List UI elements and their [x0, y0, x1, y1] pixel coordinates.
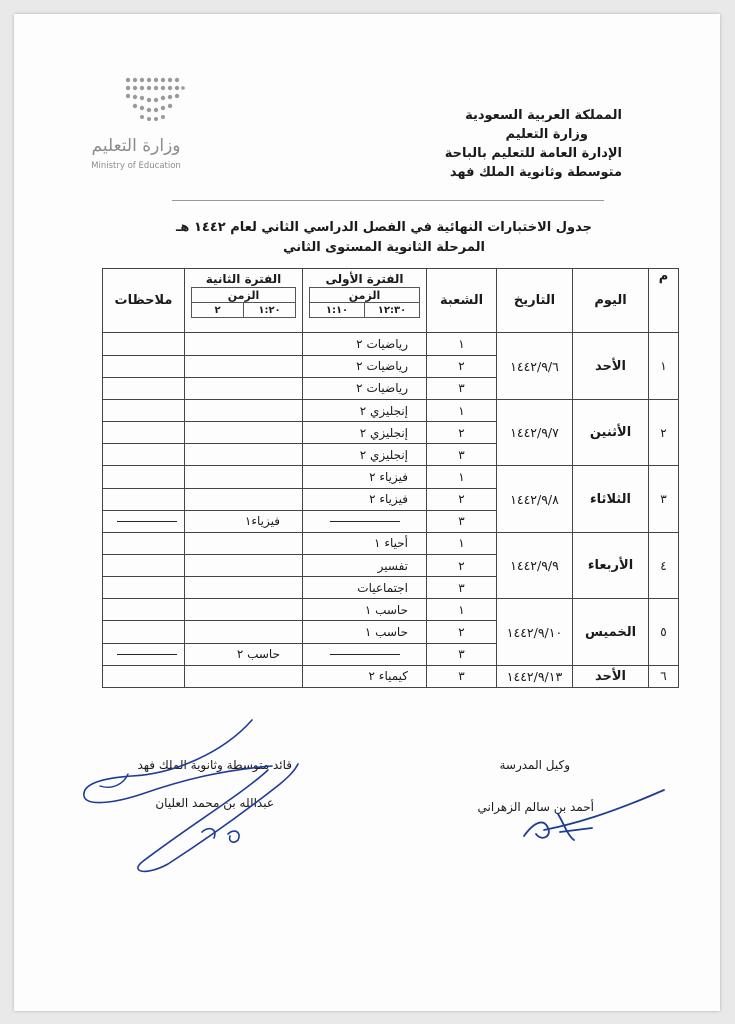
day-cell: الأربعاء [573, 532, 649, 598]
date-cell: ١٤٤٢/٩/٩ [497, 532, 573, 598]
period1-time-label: الزمن [310, 288, 420, 303]
period2-cell [185, 577, 303, 599]
period2-cell [185, 488, 303, 510]
notes-cell [103, 355, 185, 377]
principal-title: قائد متوسطة وثانوية الملك فهد [137, 758, 292, 772]
section-cell: ٣ [427, 665, 497, 687]
letterhead-country: المملكة العربية السعودية [465, 108, 622, 123]
period1-subject: إنجليزي ٢ [303, 399, 427, 421]
header-period1 [303, 269, 427, 333]
period1-title: الفترة الأولى [325, 272, 404, 286]
section-cell: ٢ [427, 621, 497, 643]
section-cell: ١ [427, 599, 497, 621]
vice-principal-name: أحمد بن سالم الزهراني [477, 800, 594, 814]
period2-time-table [191, 287, 296, 318]
period2-cell [185, 665, 303, 687]
day-cell: الأثنين [573, 399, 649, 465]
period2-cell [185, 599, 303, 621]
section-cell: ٢ [427, 555, 497, 577]
day-cell: الخميس [573, 599, 649, 665]
period1-subject: رياضيات ٢ [303, 333, 427, 355]
period2-cell [185, 333, 303, 355]
header-date: التاريخ [497, 269, 573, 333]
table-row [103, 599, 679, 621]
letterhead-school: متوسطة وثانوية الملك فهد [449, 165, 622, 180]
period2-cell [185, 555, 303, 577]
vice-principal-signature-icon [514, 784, 674, 854]
date-cell: ١٤٤٢/٩/٨ [497, 466, 573, 532]
day-cell: الثلاثاء [573, 466, 649, 532]
notes-cell [103, 377, 185, 399]
period1-time-table [309, 287, 420, 318]
vice-principal-title: وكيل المدرسة [499, 758, 570, 772]
header-period2 [185, 269, 303, 333]
period1-subject: إنجليزي ٢ [303, 422, 427, 444]
section-cell: ٢ [427, 422, 497, 444]
period1-subject: إنجليزي ٢ [303, 444, 427, 466]
period2-cell [185, 444, 303, 466]
section-cell: ٢ [427, 488, 497, 510]
row-number: ١ [649, 333, 679, 399]
period2-end-time: ٢ [192, 303, 244, 318]
date-cell: ١٤٤٢/٩/١٣ [497, 665, 573, 687]
period1-empty-dash [303, 510, 427, 532]
date-cell: ١٤٤٢/٩/٧ [497, 399, 573, 465]
period1-subject: حاسب ١ [303, 621, 427, 643]
table-row [103, 466, 679, 488]
period1-subject: اجتماعيات [303, 577, 427, 599]
period1-empty-dash [303, 643, 427, 665]
period2-start-time: ١:٢٠ [244, 303, 296, 318]
notes-cell [103, 466, 185, 488]
notes-cell [103, 621, 185, 643]
notes-cell [103, 555, 185, 577]
section-cell: ١ [427, 333, 497, 355]
section-cell: ١ [427, 466, 497, 488]
period2-time-label: الزمن [192, 288, 296, 303]
row-number: ٥ [649, 599, 679, 665]
period1-subject: رياضيات ٢ [303, 355, 427, 377]
logo-english-text: Ministry of Education [91, 161, 181, 171]
period2-subject: حاسب ٢ [185, 643, 303, 665]
table-row [103, 399, 679, 421]
table-row [103, 333, 679, 355]
notes-cell [103, 599, 185, 621]
header-notes: ملاحظات [103, 269, 185, 333]
row-number: ٤ [649, 532, 679, 598]
dash-line [117, 521, 177, 522]
period2-cell [185, 466, 303, 488]
day-cell: الأحد [573, 333, 649, 399]
notes-cell [103, 488, 185, 510]
section-cell: ٢ [427, 355, 497, 377]
notes-cell [103, 665, 185, 687]
period2-cell [185, 532, 303, 554]
notes-cell [103, 532, 185, 554]
period1-end-time: ١:١٠ [310, 303, 365, 318]
notes-cell [103, 577, 185, 599]
ministry-of-education-dots-logo-icon [124, 76, 186, 126]
principal-signature-icon [72, 714, 312, 884]
row-number: ٢ [649, 399, 679, 465]
notes-cell [103, 333, 185, 355]
section-cell: ١ [427, 399, 497, 421]
dash-line [117, 654, 177, 655]
table-row [103, 665, 679, 687]
notes-cell [103, 399, 185, 421]
period2-cell [185, 621, 303, 643]
date-cell: ١٤٤٢/٩/٦ [497, 333, 573, 399]
notes-cell [103, 510, 185, 532]
ministry-logo [80, 76, 200, 186]
header-num: م [649, 269, 679, 333]
period2-cell [185, 422, 303, 444]
day-cell: الأحد [573, 665, 649, 687]
section-cell: ١ [427, 532, 497, 554]
period1-subject: حاسب ١ [303, 599, 427, 621]
period1-start-time: ١٢:٣٠ [365, 303, 420, 318]
period2-cell [185, 355, 303, 377]
period1-subject: رياضيات ٢ [303, 377, 427, 399]
document-page [14, 14, 720, 1011]
letterhead-ministry: وزارة التعليم [505, 127, 588, 142]
section-cell: ٣ [427, 577, 497, 599]
principal-name: عبدالله بن محمد العليان [155, 796, 274, 810]
period1-subject: أحياء ١ [303, 532, 427, 554]
period1-subject: فيزياء ٢ [303, 466, 427, 488]
date-cell: ١٤٤٢/٩/١٠ [497, 599, 573, 665]
letterhead-directorate: الإدارة العامة للتعليم بالباحة [444, 146, 622, 161]
section-cell: ٣ [427, 444, 497, 466]
period1-subject: فيزياء ٢ [303, 488, 427, 510]
notes-cell [103, 422, 185, 444]
notes-cell [103, 444, 185, 466]
row-number: ٦ [649, 665, 679, 687]
notes-cell [103, 643, 185, 665]
period2-title: الفترة الثانية [205, 272, 282, 286]
period1-subject: تفسير [303, 555, 427, 577]
document-subtitle: المرحلة الثانوية المستوى الثاني [283, 240, 485, 255]
header-divider [172, 200, 604, 201]
period2-cell [185, 377, 303, 399]
table-header-row [103, 269, 679, 333]
period2-cell [185, 399, 303, 421]
header-section: الشعبة [427, 269, 497, 333]
exam-schedule-table [102, 268, 679, 688]
document-title: جدول الاختبارات النهائية في الفصل الدراسي الثاني لعام ١٤٤٢ هـ [175, 220, 593, 235]
logo-arabic-text: وزارة التعليم [91, 136, 181, 156]
period1-subject: كيمياء ٢ [303, 665, 427, 687]
row-number: ٣ [649, 466, 679, 532]
table-row [103, 532, 679, 554]
dash-line [330, 521, 400, 522]
dash-line [330, 654, 400, 655]
section-cell: ٣ [427, 377, 497, 399]
letterhead [392, 106, 622, 182]
header-day: اليوم [573, 269, 649, 333]
section-cell: ٣ [427, 643, 497, 665]
section-cell: ٣ [427, 510, 497, 532]
period2-subject: فيزياء١ [185, 510, 303, 532]
